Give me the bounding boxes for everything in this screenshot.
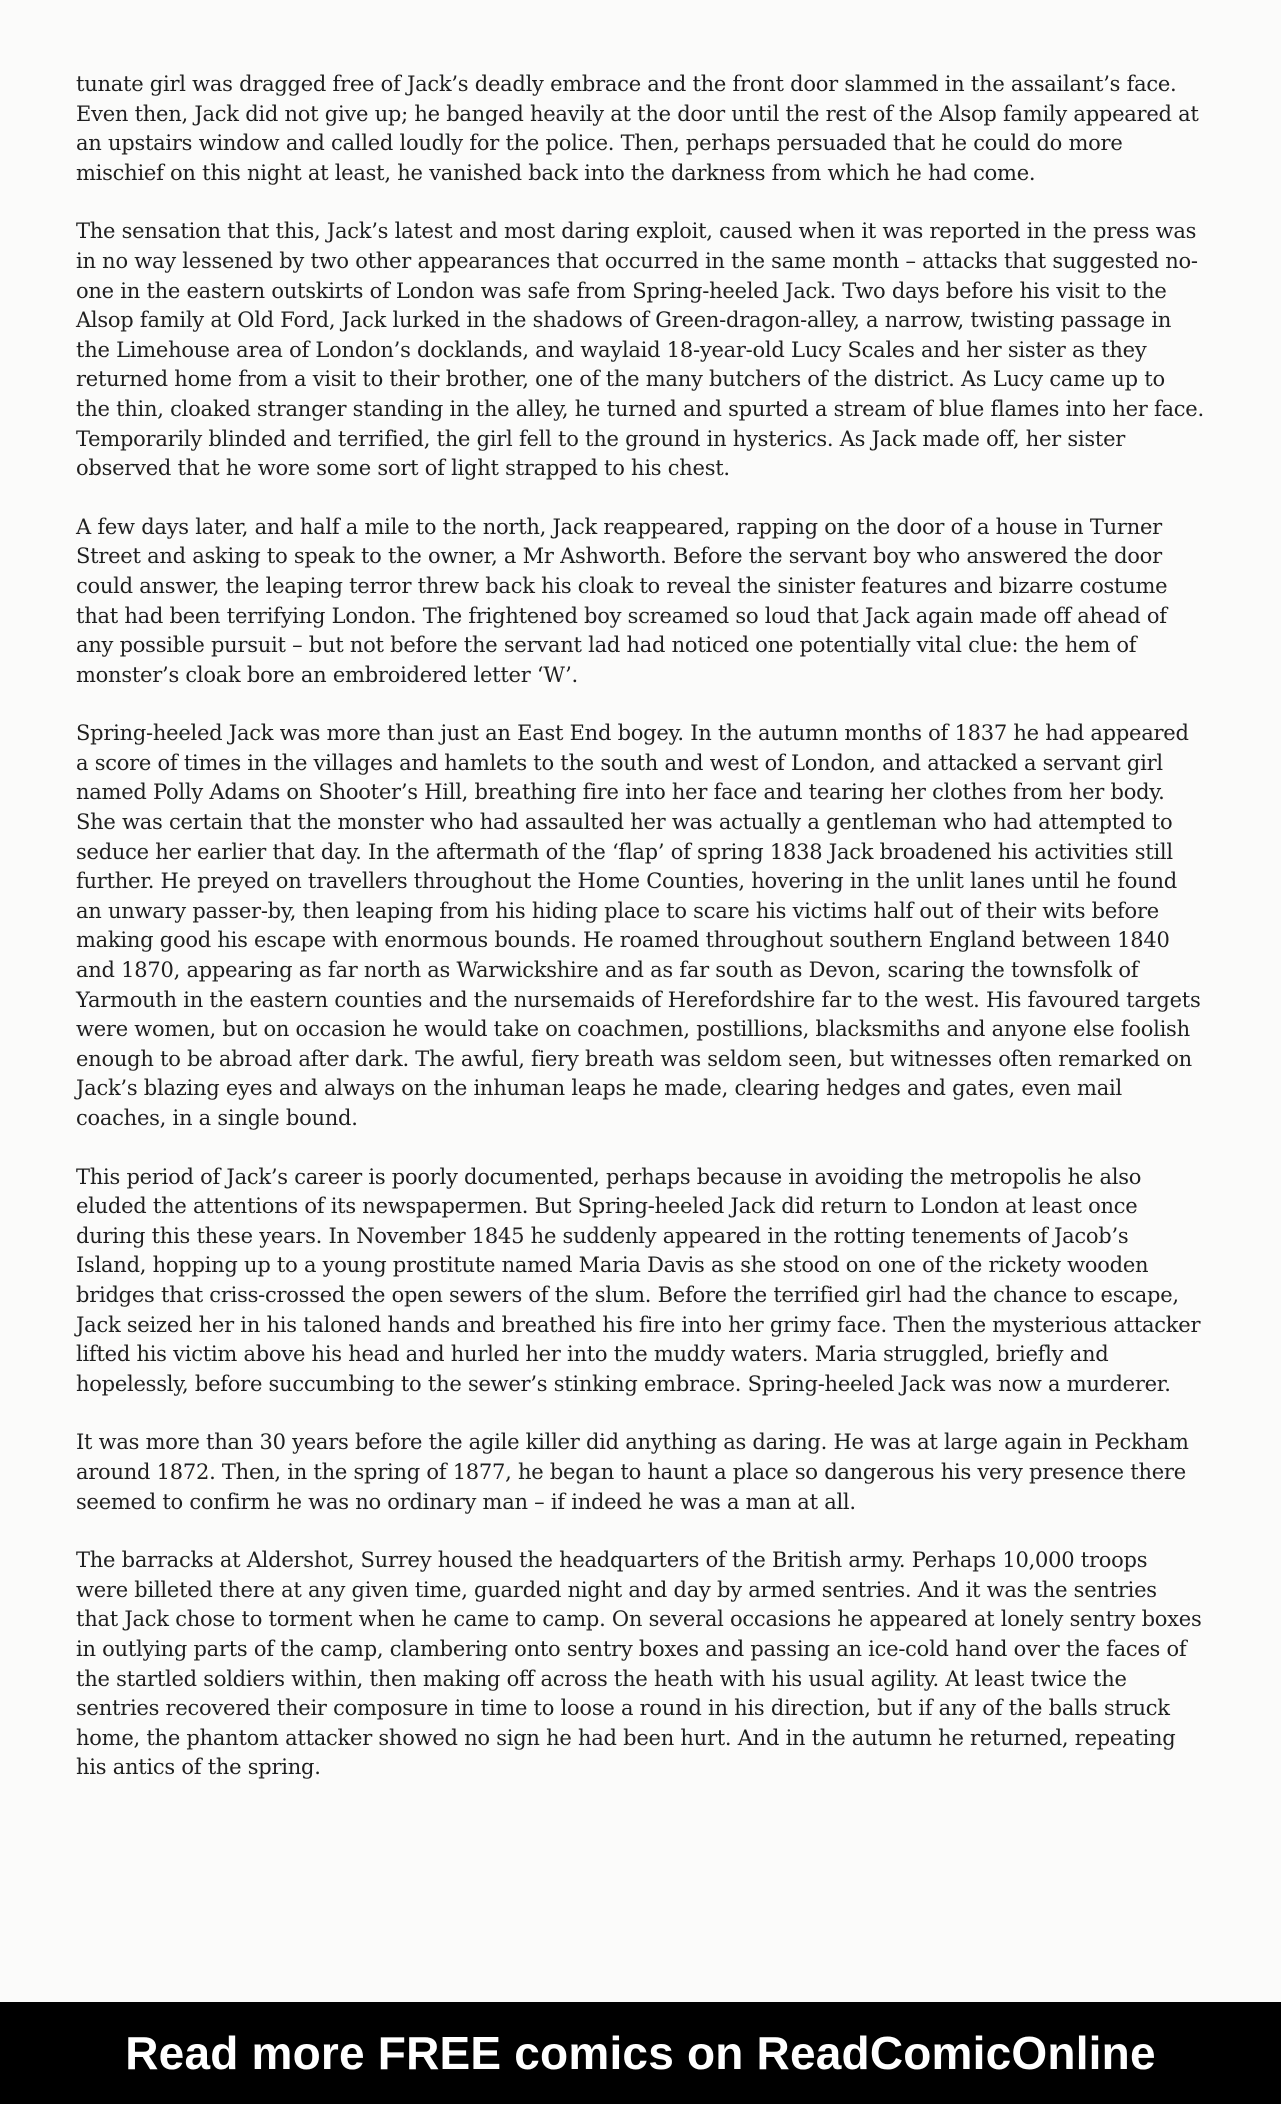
paragraph-2: The sensation that this, Jack’s latest and most daring exploit, caused when it was reported in the press was in no way lessened by two other appearances that occurred in the same month – attacks that suggested no-one in the eastern outskirts of London was safe from Spring-heeled Jack. Two days before his visit to the Alsop family at Old Ford, Jack lurked in the shadows of Green-dragon-alley, a narrow, twisting passage in the Limehouse area of London’s docklands, and waylaid 18-year-old Lucy Scales and her sister as they returned home from a visit to their brother, one of the many butchers of the district. As Lucy came up to the thin, cloaked stranger standing in the alley, he turned and spurted a stream of blue flames into her face. Temporarily blinded and terrified, the girl fell to the ground in hysterics. As Jack made off, her sister observed that he wore some sort of light strapped to his chest.	[76, 219, 1204, 481]
paragraph-1: tunate girl was dragged free of Jack’s deadly embrace and the front door slammed in the assailant’s face. Even then, Jack did not give up; he banged heavily at the door until the rest of the Alsop family appeared at an upstairs window and called loudly for the police. Then, perhaps persuaded that he could do more mischief on this night at least, he vanished back into the darkness from which he had come.	[76, 72, 1199, 185]
paragraph-3: A few days later, and half a mile to the north, Jack reappeared, rapping on the door of a house in Turner Street and asking to speak to the owner, a Mr Ashworth. Before the servant boy who answered the door could answer, the leaping terror threw back his cloak to reveal the sinister features and bizarre costume that had been terrifying London. The frightened boy screamed so loud that Jack again made off ahead of any possible pursuit – but not before the servant lad had noticed one potentially vital clue: the hem of monster’s cloak bore an embroidered letter ‘W’.	[76, 514, 1168, 687]
promo-banner[interactable]	[0, 2002, 1281, 2104]
paragraph-6: It was more than 30 years before the agile killer did anything as daring. He was at large again in Peckham around 1872. Then, in the spring of 1877, he began to haunt a place so dangerous his very presence there seemed to confirm he was no ordinary man – if indeed he was a man at all.	[76, 1430, 1189, 1514]
paragraph-7: The barracks at Aldershot, Surrey housed the headquarters of the British army. Perhaps 10,000 troops were billeted there at any given time, guarded night and day by armed sentries. And it was the sentries that Jack chose to torment when he came to camp. On several occasions he appeared at lonely sentry boxes in outlying parts of the camp, clambering onto sentry boxes and passing an ice-cold hand over the faces of the startled soldiers within, then making off across the heath with his usual agility. At least twice the sentries recovered their composure in time to loose a round in his direction, but if any of the balls struck home, the phantom attacker showed no sign he had been hurt. And in the autumn he returned, repeating his antics of the spring.	[76, 1548, 1202, 1780]
paragraph-5: This period of Jack’s career is poorly documented, perhaps because in avoiding the metropolis he also eluded the attentions of its newspapermen. But Spring-heeled Jack did return to London at least once during this these years. In November 1845 he suddenly appeared in the rotting tenements of Jacob’s Island, hopping up to a young prostitute named Maria Davis as she stood on one of the rickety wooden bridges that criss-crossed the open sewers of the slum. Before the terrified girl had the chance to escape, Jack seized her in his taloned hands and breathed his fire into her grimy face. Then the mysterious attacker lifted his victim above his head and hurled her into the muddy waters. Maria struggled, briefly and hopelessly, before succumbing to the sewer’s stinking embrace. Spring-heeled Jack was now a murderer.	[76, 1164, 1201, 1396]
article-body	[76, 70, 1204, 1812]
paragraph-4: Spring-heeled Jack was more than just an East End bogey. In the autumn months of 1837 he had appeared a score of times in the villages and hamlets to the south and west of London, and attacked a servant girl named Polly Adams on Shooter’s Hill, breathing fire into her face and tearing her clothes from her body. She was certain that the monster who had assaulted her was actually a gentleman who had attempted to seduce her earlier that day. In the aftermath of the ‘flap’ of spring 1838 Jack broadened his activities still further. He preyed on travellers throughout the Home Counties, hovering in the unlit lanes until he found an unwary passer-by, then leaping from his hiding place to scare his victims half out of their wits before making good his escape with enormous bounds. He roamed throughout southern England between 1840 and 1870, appearing as far north as Warwickshire and as far south as Devon, scaring the townsfolk of Yarmouth in the eastern counties and the nursemaids of Herefordshire far to the west. His favoured targets were women, but on occasion he would take on coachmen, postillions, blacksmiths and anyone else foolish enough to be abroad after dark. The awful, fiery breath was seldom seen, but witnesses often remarked on Jack’s blazing eyes and always on the inhuman leaps he made, clearing hedges and gates, even mail coaches, in a single bound.	[76, 721, 1201, 1130]
promo-banner-text[interactable]: Read more FREE comics on ReadComicOnline	[125, 2027, 1156, 2079]
